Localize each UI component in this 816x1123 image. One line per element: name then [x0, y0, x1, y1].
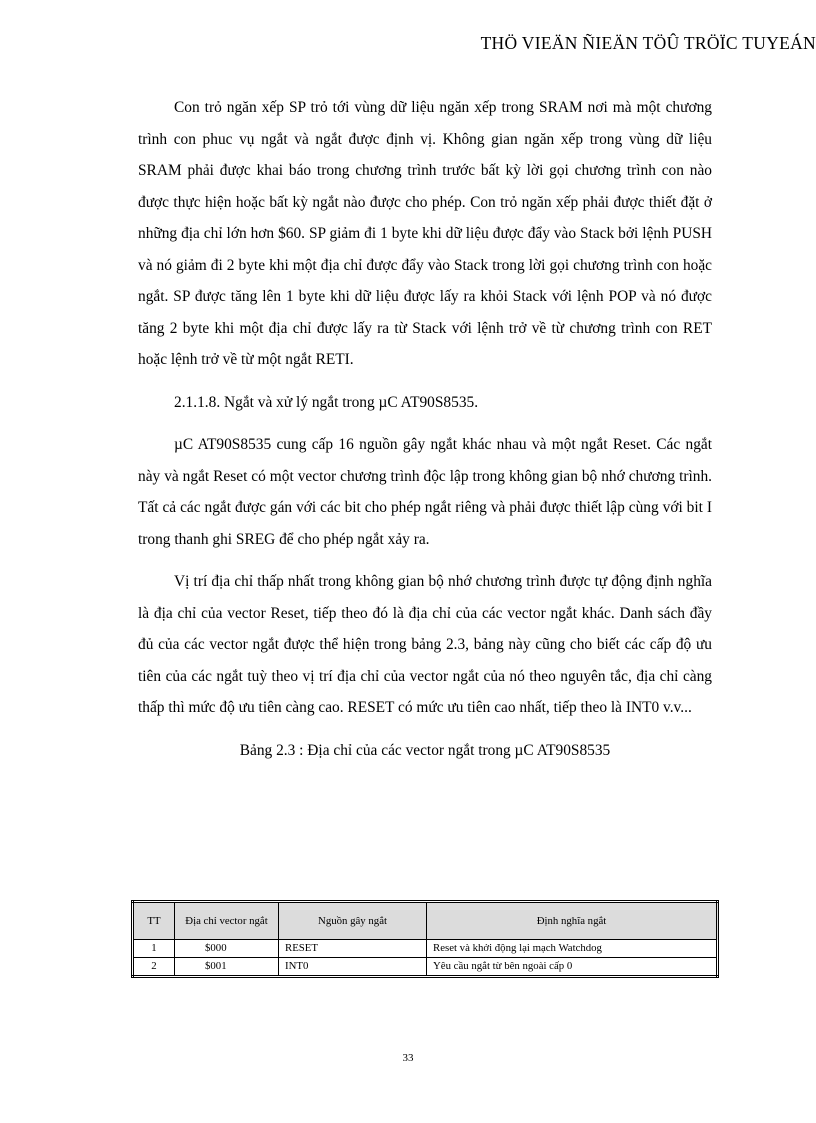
page-header: THÖ VIEÄN ÑIEÄN TÖÛ TRÖÏC TUYEÁN [480, 33, 816, 53]
table-row [133, 940, 718, 958]
cell-vector-address: $001 [175, 958, 279, 977]
table-row [133, 958, 718, 977]
cell-tt: 1 [133, 940, 175, 958]
cell-interrupt-source: INT0 [279, 958, 427, 977]
paragraph-interrupt-sources: µC AT90S8535 cung cấp 16 nguồn gây ngắt khác nhau và một ngắt Reset. Các ngắt này và ngắt Reset có một vector chương trình độc lập trong không gian bộ nhớ chương trình. Tất cả các ngắt được gán với các bit cho phép ngắt riêng và phải được thiết lập cùng với bit I trong thanh ghi SREG để cho phép ngắt xảy ra. [138, 436, 712, 548]
cell-tt: 2 [133, 958, 175, 977]
header-vector-address: Địa chỉ vector ngắt [175, 902, 279, 940]
cell-interrupt-definition: Reset và khởi động lại mạch Watchdog [427, 940, 718, 958]
page-number: 33 [402, 1052, 414, 1064]
table-caption: Bảng 2.3 : Địa chỉ của các vector ngắt trong µC AT90S8535 [239, 741, 611, 759]
paragraph-vector-addresses: Vị trí địa chỉ thấp nhất trong không gian bộ nhớ chương trình được tự động định nghĩa là địa chỉ của vector Reset, tiếp theo đó là địa chỉ của các vector ngắt khác. Danh sách đầy đủ của các vector ngắt được thể hiện trong bảng 2.3, bảng này cũng cho biết các cấp độ ưu tiên của các ngắt tuỳ theo vị trí địa chỉ của vector ngắt của nó theo nguyên tắc, địa chỉ càng thấp thì mức độ ưu tiên càng cao. RESET có mức ưu tiên cao nhất, tiếp theo là INT0 v.v... [138, 573, 712, 716]
cell-interrupt-definition: Yêu cầu ngắt từ bên ngoài cấp 0 [427, 958, 718, 977]
header-tt: TT [133, 902, 175, 940]
header-interrupt-source: Nguồn gây ngắt [279, 902, 427, 940]
table-header-row [133, 902, 718, 940]
cell-interrupt-source: RESET [279, 940, 427, 958]
header-interrupt-definition: Định nghĩa ngắt [427, 902, 718, 940]
paragraph-stack-pointer: Con trỏ ngăn xếp SP trỏ tới vùng dữ liệu ngăn xếp trong SRAM nơi mà một chương trình con phuc vụ ngắt và ngắt được định vị. Không gian ngăn xếp trong vùng dữ liệu SRAM phải được khai báo trong chương trình trước bất kỳ lời gọi chương trình con nào được thực hiện hoặc bất kỳ ngắt nào được cho phép. Con trỏ ngăn xếp phải được thiết đặt ở những địa chỉ lớn hơn $60. SP giảm đi 1 byte khi dữ liệu được đẩy vào Stack bởi lệnh PUSH và nó giảm đi 2 byte khi một địa chỉ được đẩy vào Stack trong lời gọi chương trình con hoặc ngắt. SP được tăng lên 1 byte khi dữ liệu được lấy ra khỏi Stack với lệnh POP và nó được tăng 2 byte khi một địa chỉ được lấy ra từ Stack với lệnh trở về từ chương trình con RET hoặc lệnh trở về từ một ngắt RETI. [138, 99, 712, 368]
cell-vector-address: $000 [175, 940, 279, 958]
document-body [138, 92, 712, 766]
interrupt-vector-table [131, 900, 719, 978]
interrupt-vector-table-wrapper [131, 900, 719, 978]
section-heading: 2.1.1.8. Ngắt và xử lý ngắt trong µC AT90S8535. [174, 393, 479, 411]
